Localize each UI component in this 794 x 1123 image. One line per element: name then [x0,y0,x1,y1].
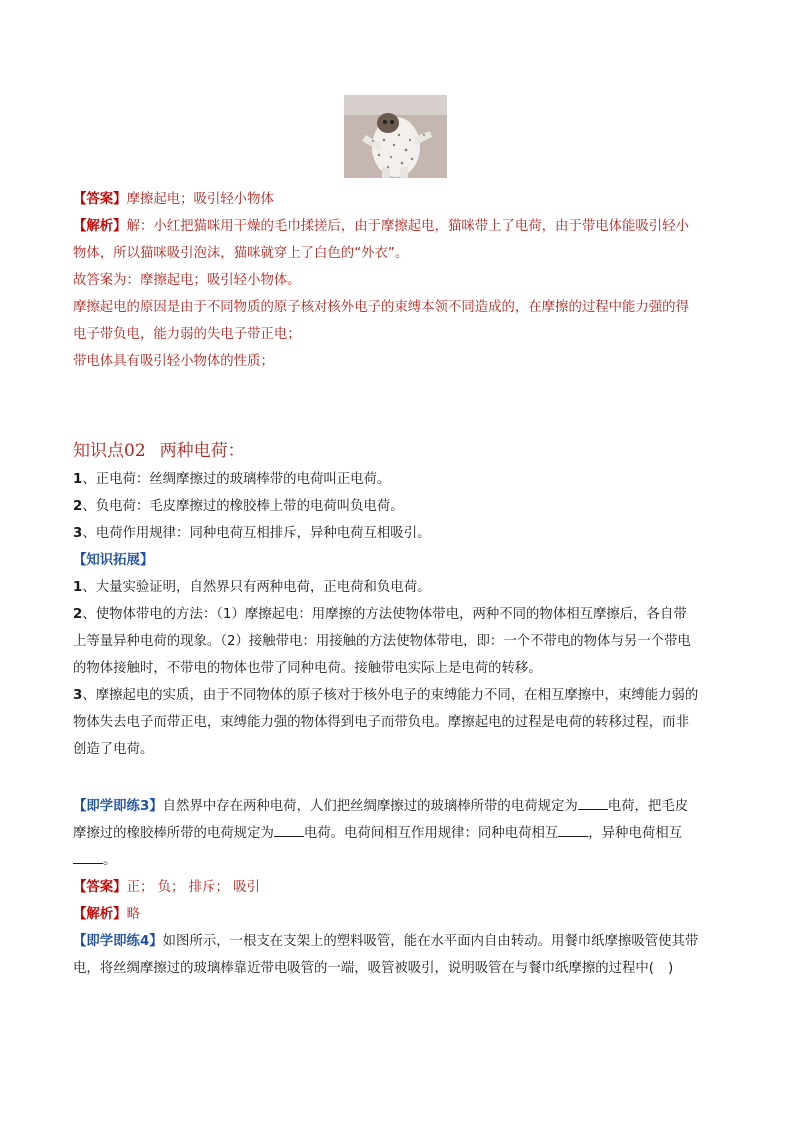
answer-line [73,190,734,210]
cat-foam-image [344,95,447,178]
exercise4-label: 【即学即练4】 [73,934,163,949]
answer-blank[interactable] [73,851,103,864]
answer-label: 【答案】 [73,192,127,207]
extension-line-2: 2、使物体带电的方法：（1）摩擦起电：用摩擦的方法使物体带电，两种不同的物体相互摩擦后，各自带 [73,607,687,622]
analysis-label: 【解析】 [73,907,127,922]
extension-line-7: 创造了电荷。 [73,742,154,757]
exercise3-label: 【即学即练3】 [73,799,163,814]
exercise4-line-2: 电，将丝绸摩擦过的玻璃棒靠近带电吸管的一端，吸管被吸引，说明吸管在与餐巾纸摩擦的过程中( ) [73,961,674,976]
analysis-line-6: 带电体具有吸引轻小物体的性质； [73,354,274,369]
extension-line-4: 的物体接触时，不带电的物体也带了同种电荷。接触带电实际上是电荷的转移。 [73,661,542,676]
exercise3-answer [73,878,734,898]
answer-blank[interactable] [274,824,304,837]
exercise3-line-1: 【即学即练3】自然界中存在两种电荷，人们把丝绸摩擦过的玻璃棒所带的电荷规定为 电荷，把毛皮 [73,799,689,814]
section-heading [73,436,245,461]
section-title: 两种电荷： [159,441,245,461]
section-number: 知识点02 [73,441,146,461]
exercise3-line-3: 。 [73,851,734,871]
extension-label: 【知识拓展】 [73,553,154,568]
answer-text: 摩擦起电；吸引轻小物体 [126,192,274,207]
answer-text: 正； 负； 排斥； 吸引 [126,880,260,895]
cat-foam-photo [344,95,447,178]
extension-line-5: 3、摩擦起电的实质，由于不同物体的原子核对于核外电子的束缚能力不同，在相互摩擦中，束缚能力弱的 [73,688,699,703]
point-item: 1、正电荷：丝绸摩擦过的玻璃棒带的电荷叫正电荷。 [73,472,391,487]
analysis-line-4: 摩擦起电的原因是由于不同物质的原子核对核外电子的束缚本领不同造成的，在摩擦的过程中能力强的得 [73,300,689,315]
analysis-line-1: 【解析】解：小红把猫咪用干燥的毛巾揉搓后，由于摩擦起电，猫咪带上了电荷，由于带电体能吸引轻小 [73,219,689,234]
analysis-label: 【解析】 [73,219,127,234]
answer-blank[interactable] [558,824,588,837]
analysis-line-5: 电子带负电，能力弱的失电子带正电； [73,327,301,342]
analysis-line-2: 物体，所以猫咪吸引泡沫，猫咪就穿上了白色的“外衣”。 [73,246,409,261]
answer-label: 【答案】 [73,880,127,895]
point-item: 2、负电荷：毛皮摩擦过的橡胶棒上带的电荷叫负电荷。 [73,499,404,514]
exercise3-line-2: 摩擦过的橡胶棒所带的电荷规定为 电荷。电荷间相互作用规律：同种电荷相互 ，异种电荷相互 [73,826,683,841]
extension-line-3: 上等量异种电荷的现象。（2）接触带电：用接触的方法使物体带电，即：一个不带电的物体与另一个带电 [73,634,691,649]
analysis-text: 略 [126,907,140,922]
extension-line-1: 1、大量实验证明，自然界只有两种电荷，正电荷和负电荷。 [73,580,431,595]
answer-blank[interactable] [578,797,608,810]
extension-label-line [73,551,734,571]
exercise3-analysis [73,905,734,925]
extension-line-6: 物体失去电子而带正电，束缚能力强的物体得到电子而带负电。摩擦起电的过程是电荷的转移过程，而非 [73,715,689,730]
analysis-line-3: 故答案为：摩擦起电；吸引轻小物体。 [73,273,301,288]
point-item: 3、电荷作用规律：同种电荷互相排斥，异种电荷互相吸引。 [73,526,431,541]
exercise4-line-1: 【即学即练4】如图所示，一根支在支架上的塑料吸管，能在水平面内自由转动。用餐巾纸摩擦吸管使其带 [73,934,699,949]
